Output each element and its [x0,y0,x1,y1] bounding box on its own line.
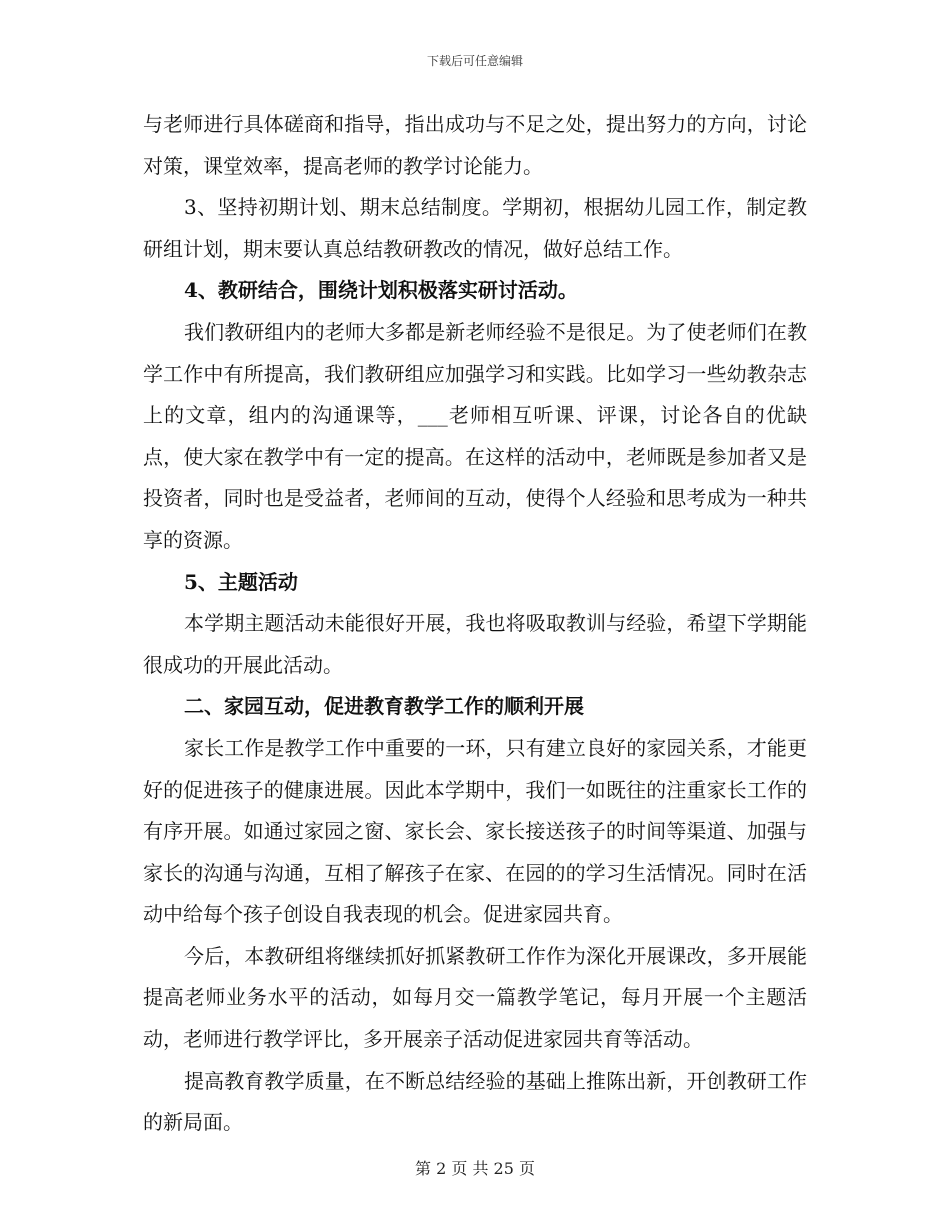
document-body [143,104,807,1144]
heading-home-school-interaction: 二、家园互动，促进教育教学工作的顺利开展 [184,694,584,719]
paragraph-research-group: 我们教研组内的老师大多都是新老师经验不是很足。为了使老师们在教学工作中有所提高，我们教研组应加强学习和实践。比如学习一些幼教杂志上的文章，组内的沟通课等，___老师相互听课、评课，讨论各自的优缺点，使大家在教学中有一定的提高。在这样的活动中，老师既是参加者又是投资者，同时也是受益者，老师间的互动，使得个人经验和思考成为一种共享的资源。 [143,319,807,552]
paragraph-continuation: 与老师进行具体磋商和指导，指出成功与不足之处，提出努力的方向，讨论对策，课堂效率，提高老师的教学讨论能力。 [143,112,807,178]
paragraph-parent-work: 家长工作是教学工作中重要的一环，只有建立良好的家园关系，才能更好的促进孩子的健康进展。因此本学期中，我们一如既往的注重家长工作的有序开展。如通过家园之窗、家长会、家长接送孩子的时间等渠道、加强与家长的沟通与沟通，互相了解孩子在家、在园的的学习生活情况。同时在活动中给每个孩子创设自我表现的机会。促进家园共育。 [143,735,807,927]
page-header: 下载后可任意编辑 [426,54,523,68]
heading-theme-activities: 5、主题活动 [184,569,298,594]
paragraph-future-plans: 今后，本教研组将继续抓好抓紧教研工作作为深化开展课改，多开展能提高老师业务水平的活动，如每月交一篇教学笔记，每月开展一个主题活动，老师进行教学评比，多开展亲子活动促进家园共育等活动。 [143,943,807,1052]
paragraph-plan-system: 3、坚持初期计划、期末总结制度。学期初，根据幼儿园工作，制定教研组计划，期末要认真总结教研教改的情况，做好总结工作。 [143,195,807,261]
paragraph-conclusion: 提高教育教学质量，在不断总结经验的基础上推陈出新，开创教研工作的新局面。 [143,1068,807,1135]
page-footer: 第 2 页 共 25 页 [415,1159,535,1178]
paragraph-theme-activities: 本学期主题活动未能很好开展，我也将吸取教训与经验，希望下学期能很成功的开展此活动。 [143,611,807,677]
heading-research-activities: 4、教研结合，围绕计划积极落实研讨活动。 [184,278,578,303]
